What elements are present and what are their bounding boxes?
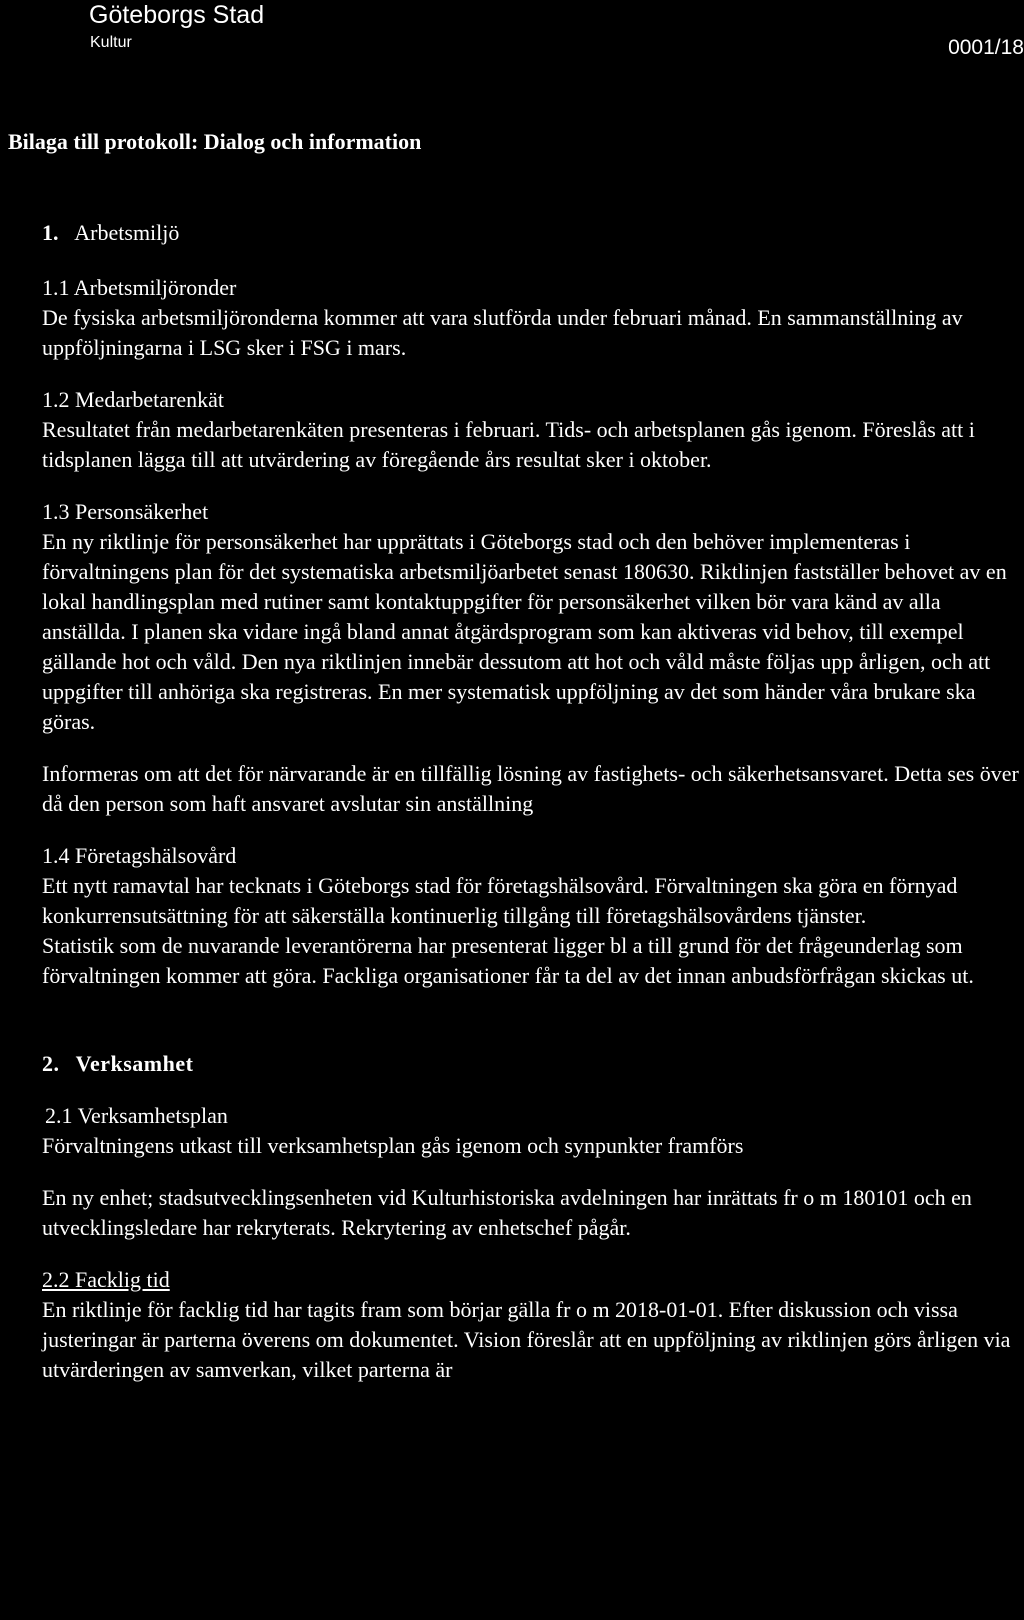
subsection-1-2-text: Resultatet från medarbetarenkäten presenteras i februari. Tids- och arbetsplanen gås igenom. Föreslås att i tidsplanen lägga till att utvärdering av föregående års resultat sker i oktober.: [42, 417, 975, 472]
subsection-1-3-text-2: Informeras om att det för närvarande är en tillfällig lösning av fastighets- och säkerhetsansvaret. Detta ses över då den person som haft ansvaret avslutar sin anställning: [42, 761, 1019, 816]
document-number: 0001/18: [948, 36, 1024, 59]
section-1-heading: [42, 218, 1024, 248]
subsection-2-2-text: En riktlinje för facklig tid har tagits fram som börjar gälla fr o m 2018-01-01. Efter diskussion och vissa justeringar är parterna överens om dokumentet. Vision föreslår att en uppföljning av riktlinjen görs årligen via utvärderingen av samverkan, vilket parterna är: [42, 1297, 1011, 1382]
subsection-1-4-title: 1.4 Företagshälsovård: [42, 843, 237, 868]
section-1-number: 1.: [42, 220, 59, 245]
subsection-2-2-title: 2.2 Facklig tid: [42, 1267, 170, 1292]
subsection-1-1-text: De fysiska arbetsmiljöronderna kommer att vara slutförda under februari månad. En sammanställning av uppföljningarna i LSG sker i FSG i mars.: [42, 305, 963, 360]
section-2-title: Verksamhet: [75, 1051, 194, 1076]
subsection-1-4-text-2: Statistik som de nuvarande leverantörerna har presenterat ligger bl a till grund för det frågeunderlag som förvaltningen kommer att göra. Fackliga organisationer får ta del av det innan anbudsförfrågan skickas ut.: [42, 933, 974, 988]
document-body: [42, 218, 1024, 1385]
section-2-heading: [42, 1049, 1024, 1079]
organization-name: Göteborgs Stad: [89, 1, 265, 29]
department-name: Kultur: [90, 34, 132, 51]
section-1-title: Arbetsmiljö: [74, 220, 180, 245]
subsection-1-4-text: Ett nytt ramavtal har tecknats i Göteborgs stad för företagshälsovård. Förvaltningen ska göra en förnyad konkurrensutsättning för att säkerställa kontinuerlig tillgång till företagshälsovårdens tjänster.: [42, 873, 958, 928]
subsection-2-1-text: Förvaltningens utkast till verksamhetsplan gås igenom och synpunkter framförs: [42, 1133, 744, 1158]
subsection-1-3-text: En ny riktlinje för personsäkerhet har upprättats i Göteborgs stad och den behöver implementeras i förvaltningens plan för det systematiska arbetsmiljöarbetet senast 180630. Riktlinjen fastställer behovet av en lokal handlingsplan med rutiner samt kontaktuppgifter för personsäkerhet vilken bör vara känd av alla anställda. I planen ska vidare ingå bland annat åtgärdsprogram som kan aktiveras vid behov, till exempel gällande hot och våld. Den nya riktlinjen innebär dessutom att hot och våld måste följas upp årligen, och att uppgifter till anhöriga ska registreras. En mer systematisk uppföljning av det som händer våra brukare ska göras.: [42, 529, 1007, 734]
subsection-2-1-title: 2.1 Verksamhetsplan: [45, 1103, 228, 1128]
section-2-number: 2.: [42, 1051, 60, 1076]
document-title: Bilaga till protokoll: Dialog och information: [8, 129, 422, 154]
subsection-1-1-title: 1.1 Arbetsmiljöronder: [42, 275, 237, 300]
subsection-1-2-title: 1.2 Medarbetarenkät: [42, 387, 225, 412]
subsection-1-3-title: 1.3 Personsäkerhet: [42, 499, 209, 524]
subsection-2-1-text-2: En ny enhet; stadsutvecklingsenheten vid Kulturhistoriska avdelningen har inrättats fr o m 180101 och en utvecklingsledare har rekryterats. Rekrytering av enhetschef pågår.: [42, 1185, 972, 1240]
